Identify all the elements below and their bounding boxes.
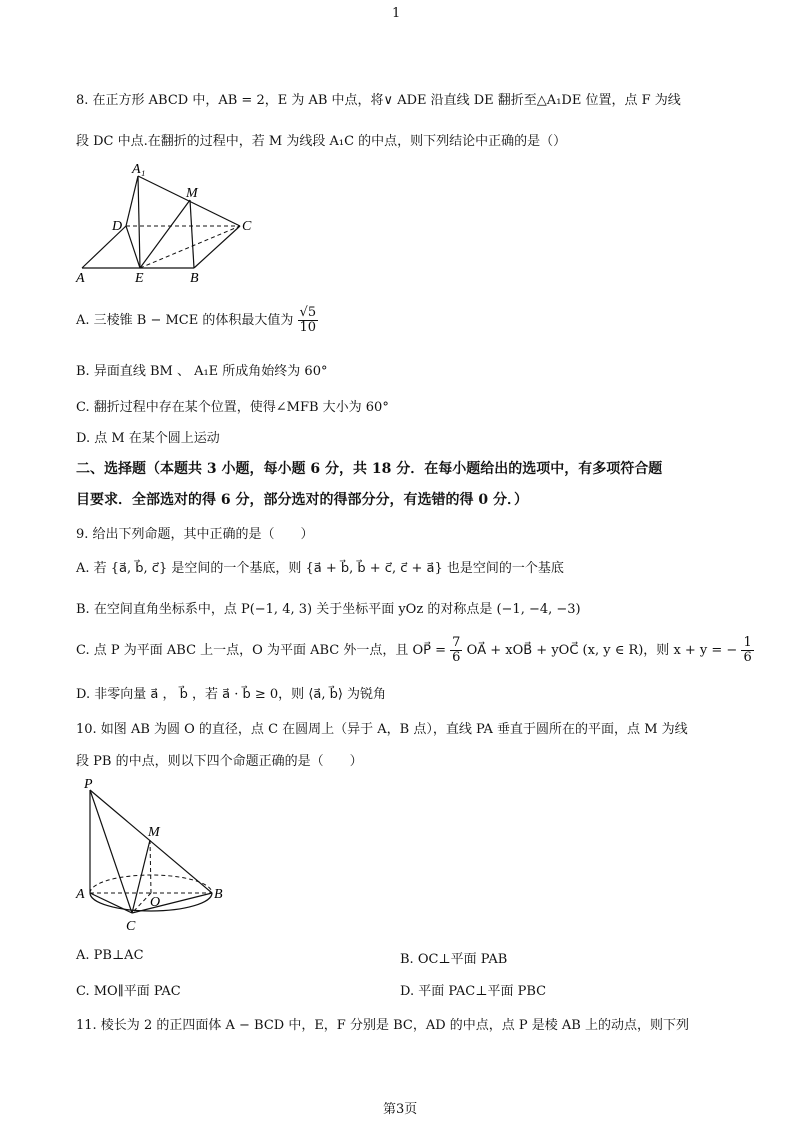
- q9-option-a: A. 若 {a⃗, b⃗, c⃗} 是空间的一个基底，则 {a⃗ + b⃗, b⃗ + c⃗, c⃗ + a⃗} 也是空间的一个基底: [76, 561, 564, 576]
- q9-option-d: D. 非零向量 a⃗ ， b⃗ ，若 a⃗ · b⃗ ≥ 0，则 ⟨a⃗, b⃗⟩ 为锐角: [76, 687, 387, 702]
- q10-option-a: A. PB⊥AC: [76, 948, 144, 963]
- label-E: E: [135, 271, 144, 285]
- q10-option-d: D. 平面 PAC⊥平面 PBC: [400, 984, 547, 999]
- q10-figure: [72, 778, 232, 936]
- q9-option-c: C. 点 P 为平面 ABC 上一点，O 为平面 ABC 外一点，且 OP⃗ = $\frac{7}{6}$ OA⃗ + xOB⃗ + yOC⃗ (x, y ∈ R)，则 x + y = − $\frac{1}{6}$: [76, 635, 752, 665]
- edge-MO-dashed: [150, 840, 151, 893]
- q9-stem: 9. 给出下列命题，其中正确的是（ ）: [76, 527, 314, 542]
- q8-stem-line1: 8. 在正方形 ABCD 中，AB = 2，E 为 AB 中点，将∨ ADE 沿直线 DE 翻折至△A₁DE 位置，点 F 为线: [76, 93, 681, 108]
- edge-ME: [140, 200, 190, 268]
- edge-A1E: [138, 176, 140, 268]
- q8-option-a: A. 三棱锥 B − MCE 的体积最大值为 $\frac{√5}{10}$: [76, 305, 317, 335]
- q9-option-b: B. 在空间直角坐标系中，点 P(−1, 4, 3) 关于坐标平面 yOz 的对称点是 (−1, −4, −3): [76, 602, 581, 617]
- edge-MB: [190, 200, 194, 268]
- label-M: M: [148, 825, 160, 840]
- q8-option-b: B. 异面直线 BM 、 A₁E 所成角始终为 60°: [76, 364, 328, 379]
- q10-option-c: C. MO∥平面 PAC: [76, 984, 181, 999]
- label-A: A: [76, 271, 85, 285]
- edge-MC: [132, 840, 150, 913]
- q8-option-d: D. 点 M 在某个圆上运动: [76, 431, 220, 446]
- q8-option-c: C. 翻折过程中存在某个位置，使得∠MFB 大小为 60°: [76, 400, 389, 415]
- q11-stem-line1: 11. 棱长为 2 的正四面体 A − BCD 中，E，F 分别是 BC，AD 的中点，点 P 是棱 AB 上的动点，则下列: [76, 1018, 689, 1033]
- q10-option-b: B. OC⊥平面 PAB: [400, 952, 508, 967]
- label-P: P: [84, 778, 93, 792]
- edge-A1D: [126, 176, 138, 226]
- page-number: 1: [392, 6, 401, 21]
- label-A: A: [76, 887, 85, 902]
- edge-BC: [194, 226, 240, 268]
- label-B: B: [214, 887, 223, 902]
- label-B: B: [190, 271, 199, 285]
- edge-DE: [126, 226, 140, 268]
- q10-stem-line2: 段 PB 的中点，则以下四个命题正确的是（ ）: [76, 754, 363, 769]
- label-C: C: [242, 219, 252, 234]
- section2-heading-line2: 目要求．全部选对的得 6 分，部分选对的得部分分，有选错的得 0 分．）: [76, 492, 528, 508]
- page-footer: 第3页: [383, 1102, 418, 1117]
- q8-stem-line2: 段 DC 中点.在翻折的过程中，若 M 为线段 A₁C 的中点，则下列结论中正确的是（）: [76, 134, 567, 149]
- label-A1: A₁: [132, 162, 146, 177]
- section2-heading-line1: 二、选择题（本题共 3 小题，每小题 6 分，共 18 分．在每小题给出的选项中，有多项符合题: [76, 461, 663, 477]
- label-C: C: [126, 919, 136, 934]
- label-D: D: [112, 219, 123, 234]
- q10-stem-line1: 10. 如图 AB 为圆 O 的直径，点 C 在圆周上（异于 A，B 点），直线 PA 垂直于圆所在的平面，点 M 为线: [76, 722, 688, 737]
- label-O: O: [150, 895, 161, 910]
- q8-figure: [72, 160, 272, 285]
- label-M: M: [186, 186, 198, 201]
